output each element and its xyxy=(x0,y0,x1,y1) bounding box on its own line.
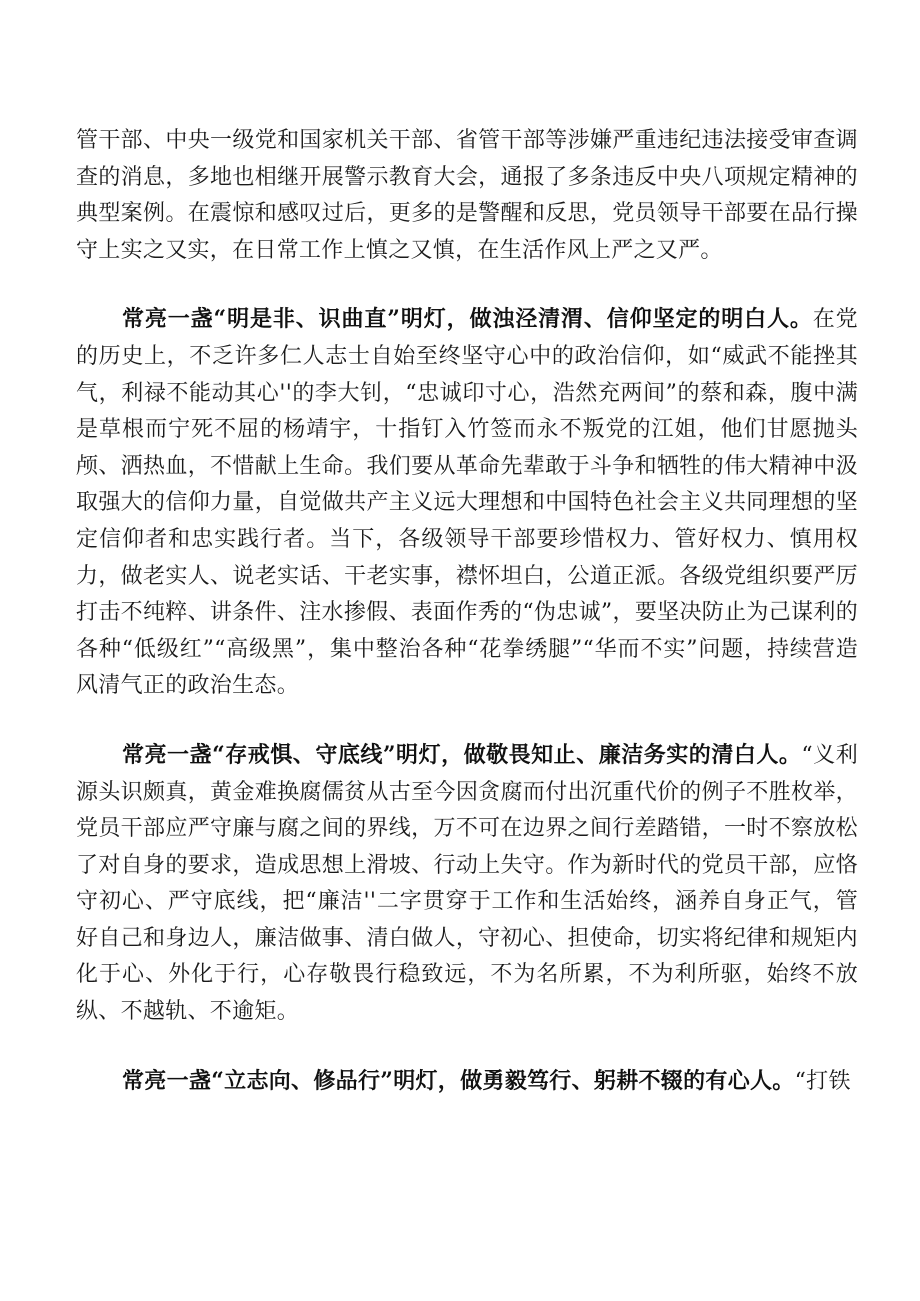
paragraph-3-lead: 常亮一盏“存戒惧、守底线”明灯，做敬畏知止、廉洁务实的清白人。 xyxy=(122,741,802,768)
paragraph-1 xyxy=(76,122,858,269)
paragraph-3-text: “义利源头识颇真，黄金难换腐儒贫从古至今因贪腐而付出沉重代价的例子不胜枚举，党员干部应严守廉与腐之间的界线，万不可在边界之间行差踏错，一时不察放松了对自身的要求，造成思想上滑坡、行动上失守。作为新时代的党员干部，应恪守初心、严守底线，把“廉洁''二字贯穿于工作和生活始终，涵养自身正气，管好自己和身边人，廉洁做事、清白做人，守初心、担使命，切实将纪律和规矩内化于心、外化于行，心存敬畏行稳致远，不为名所累，不为利所驱，始终不放纵、不越轨、不逾矩。 xyxy=(76,742,858,1025)
paragraph-1-text: 管干部、中央一级党和国家机关干部、省管干部等涉嫌严重违纪违法接受审查调查的消息，多地也相继开展警示教育大会，通报了多条违反中央八项规定精神的典型案例。在震惊和感叹过后，更多的是警醒和反思，党员领导干部要在品行操守上实之又实，在日常工作上慎之又慎，在生活作风上严之又严。 xyxy=(76,128,858,263)
paragraph-2 xyxy=(76,301,858,705)
paragraph-2-text: 在党的历史上，不乏许多仁人志士自始至终坚守心中的政治信仰，如“威武不能挫其气，利禄不能动其心''的李大钊，“忠诚印寸心，浩然充两间”的蔡和森，腹中满是草根而宁死不屈的杨靖宇，十指钉入竹签而永不叛党的江姐，他们甘愿抛头颅、洒热血，不惜献上生命。我们要从革命先辈敢于斗争和牺牲的伟大精神中汲取强大的信仰力量，自觉做共产主义远大理想和中国特色社会主义共同理想的坚定信仰者和忠实践行者。当下，各级领导干部要珍惜权力、管好权力、慎用权力，做老实人、说老实话、干老实事，襟怀坦白，公道正派。各级党组织要严厉打击不纯粹、讲条件、注水掺假、表面作秀的“伪忠诚”，要坚决防止为己谋利的各种“低级红”“高级黑”，集中整治各种“花拳绣腿”“华而不实”问题，持续营造风清气正的政治生态。 xyxy=(76,307,858,699)
paragraph-2-lead: 常亮一盏“明是非、识曲直”明灯，做浊泾清渭、信仰坚定的明白人。 xyxy=(122,306,813,333)
paragraph-3 xyxy=(76,737,858,1031)
paragraph-4 xyxy=(76,1063,858,1101)
paragraph-4-text: “打铁 xyxy=(794,1068,851,1094)
paragraph-4-lead: 常亮一盏“立志向、修品行”明灯，做勇毅笃行、躬耕不辍的有心人。 xyxy=(122,1067,795,1094)
